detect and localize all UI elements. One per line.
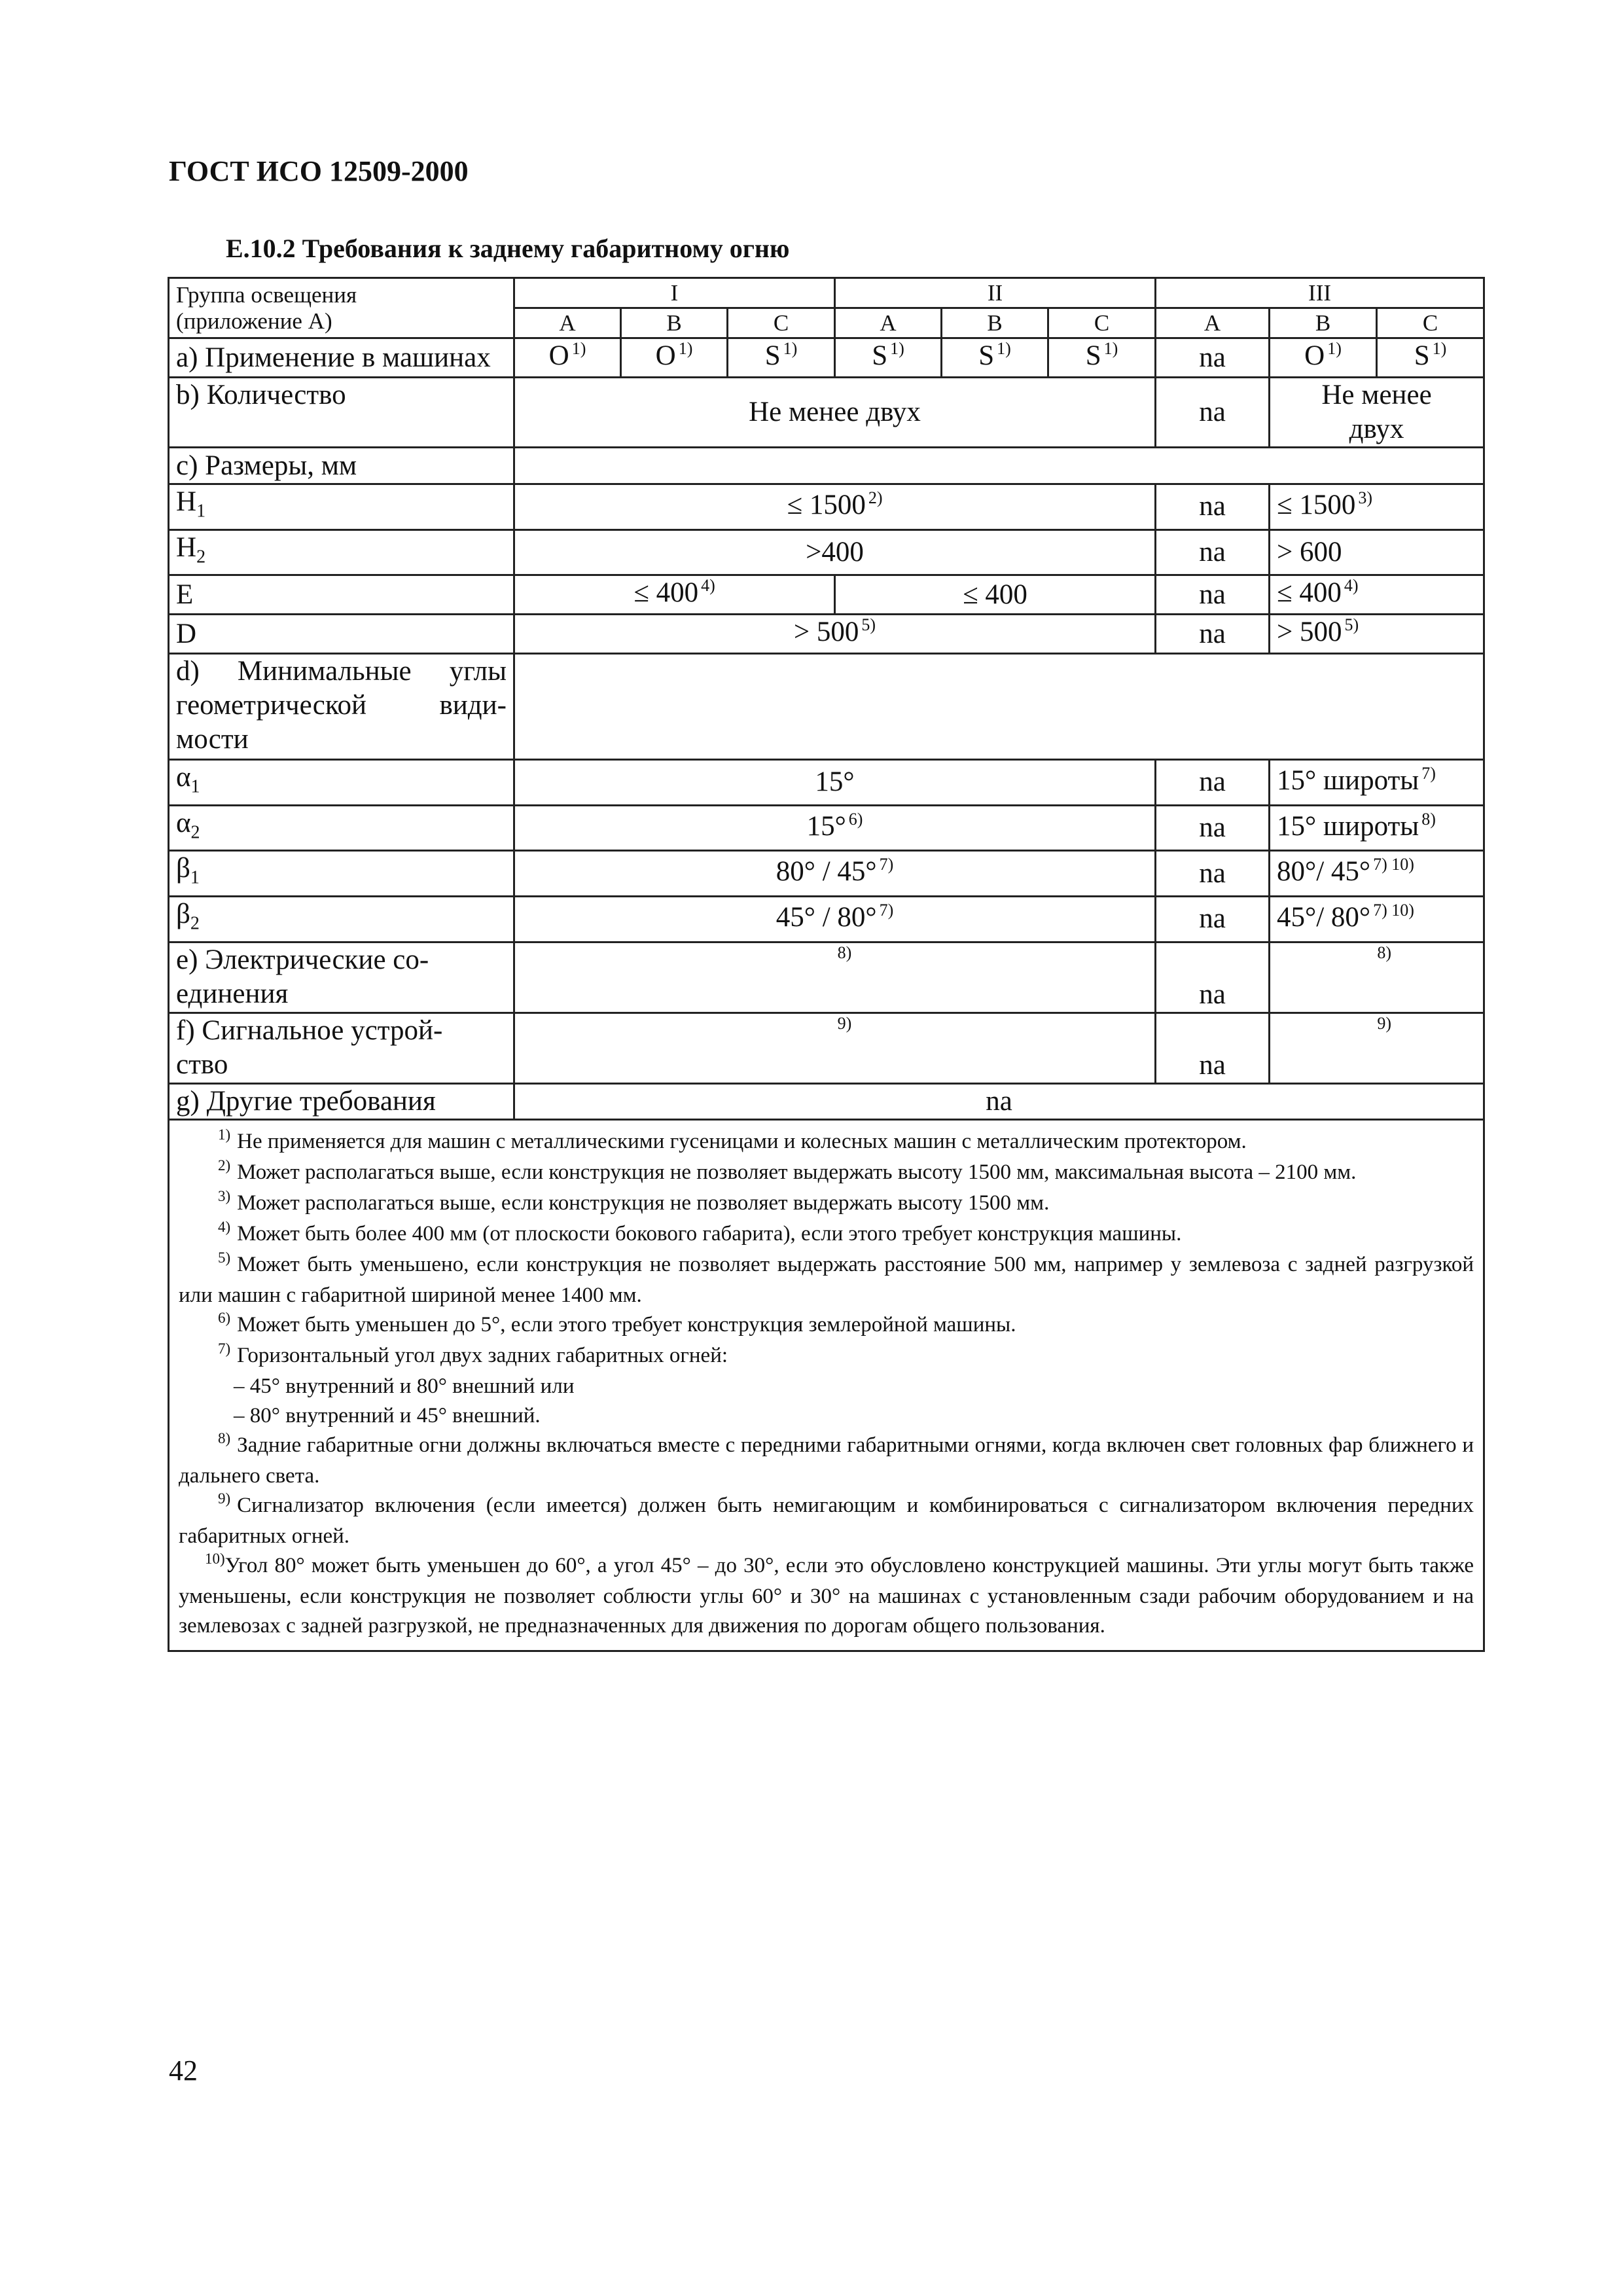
h1-group3: ≤ 1500 $^{3)}$ bbox=[1270, 484, 1484, 530]
electrical-group3: 8) bbox=[1270, 942, 1484, 1013]
group-i: I bbox=[514, 278, 835, 308]
group-header-row bbox=[169, 278, 1484, 308]
row-label: f) Сигнальное устрой- ство bbox=[169, 1013, 514, 1083]
quantity-na: na bbox=[1156, 378, 1270, 448]
row-label: c) Размеры, мм bbox=[169, 448, 514, 484]
subgroup-cell: B bbox=[942, 308, 1048, 338]
electrical-main: 8) bbox=[514, 942, 1156, 1013]
h2-na: na bbox=[1156, 529, 1270, 575]
subgroup-cell: B bbox=[621, 308, 728, 338]
row-beta2 bbox=[169, 896, 1484, 942]
application-cell: S $^{1)}$ bbox=[835, 338, 942, 378]
subgroup-cell: C bbox=[1048, 308, 1156, 338]
signal-group3: 9) bbox=[1270, 1013, 1484, 1083]
application-cell: S $^{1)}$ bbox=[942, 338, 1048, 378]
application-cell: na bbox=[1156, 338, 1270, 378]
footnote: $^{8)}$ Задние габаритные огни должны включаться вместе с передними габаритными огнями, когда включен свет головных фар ближнего и дальнего света. bbox=[179, 1429, 1474, 1488]
footnotes-cell bbox=[169, 1119, 1484, 1651]
d-main: > 500 $^{5)}$ bbox=[514, 615, 1156, 654]
alpha1-main: 15° bbox=[514, 760, 1156, 806]
application-cell: S $^{1)}$ bbox=[728, 338, 835, 378]
row-h2 bbox=[169, 529, 1484, 575]
row-electrical bbox=[169, 942, 1484, 1013]
row-label: $H_1$ bbox=[169, 484, 514, 530]
subgroup-cell: B bbox=[1270, 308, 1377, 338]
dimensions-empty bbox=[514, 448, 1484, 484]
row-label: $\beta_2$ bbox=[169, 896, 514, 942]
h1-main: ≤ 1500 $^{2)}$ bbox=[514, 484, 1156, 530]
row-label: $H_2$ bbox=[169, 529, 514, 575]
e-left: ≤ 400 $^{4)}$ bbox=[514, 575, 835, 615]
angles-empty bbox=[514, 654, 1484, 760]
alpha2-group3: 15° широты $^{8)}$ bbox=[1270, 805, 1484, 851]
section-title: E.10.2 Требования к заднему габаритному огню bbox=[226, 234, 790, 263]
electrical-na: na bbox=[1156, 942, 1270, 1013]
h2-group3: > 600 bbox=[1270, 529, 1484, 575]
row-application bbox=[169, 338, 1484, 378]
row-visibility-angles bbox=[169, 654, 1484, 760]
signal-main: 9) bbox=[514, 1013, 1156, 1083]
group-iii: III bbox=[1156, 278, 1484, 308]
application-cell: S $^{1)}$ bbox=[1048, 338, 1156, 378]
e-na: na bbox=[1156, 575, 1270, 615]
alpha1-na: na bbox=[1156, 760, 1270, 806]
row-alpha2 bbox=[169, 805, 1484, 851]
row-label: a) Применение в машинах bbox=[169, 338, 514, 378]
footnote: $^{9)}$ Сигнализатор включения (если имеется) должен быть немигающим и комбинироваться с сигнализатором включения передних габаритных огней. bbox=[179, 1490, 1474, 1548]
subgroup-cell: C bbox=[728, 308, 835, 338]
group-ii: II bbox=[835, 278, 1156, 308]
row-label: d) Минимальные углы геометрической види- мости bbox=[169, 654, 514, 760]
alpha2-na: na bbox=[1156, 805, 1270, 851]
alpha2-main: 15° $^{6)}$ bbox=[514, 805, 1156, 851]
subgroup-cell: A bbox=[1156, 308, 1270, 338]
footnote: $^{10)}$Угол 80° может быть уменьшен до 60°, а угол 45° – до 30°, если это обусловлено конструкцией машины. Эти углы могут быть также уменьшены, если конструкция не позволяет соблюсти углы 60° и 30° на машинах с установленным сзади рабочим оборудованием и на землевозах с задней разгрузкой, не предназначенных для движения по дорогам общего пользования. bbox=[179, 1550, 1474, 1638]
subgroup-cell: A bbox=[514, 308, 621, 338]
row-e bbox=[169, 575, 1484, 615]
signal-na: na bbox=[1156, 1013, 1270, 1083]
h2-main: >400 bbox=[514, 529, 1156, 575]
beta1-group3: 80°/ 45° $^{7) 10)}$ bbox=[1270, 851, 1484, 897]
other-main: na bbox=[514, 1083, 1484, 1119]
application-cell: O $^{1)}$ bbox=[621, 338, 728, 378]
quantity-main: Не менее двух bbox=[514, 378, 1156, 448]
footnote: $^{5)}$ Может быть уменьшено, если конструкция не позволяет выдержать расстояние 500 мм, например у землевоза с задней разгрузкой или машин с габаритной шириной менее 1400 мм. bbox=[179, 1249, 1474, 1307]
footnote: $^{2)}$ Может располагаться выше, если конструкция не позволяет выдержать высоту 1500 мм, максимальная высота – 2100 мм. bbox=[218, 1157, 1357, 1184]
row-alpha1 bbox=[169, 760, 1484, 806]
row-h1 bbox=[169, 484, 1484, 530]
application-cell: O $^{1)}$ bbox=[1270, 338, 1377, 378]
requirements-table bbox=[168, 277, 1485, 1652]
row-d bbox=[169, 615, 1484, 654]
page-number: 42 bbox=[169, 2054, 198, 2087]
beta1-na: na bbox=[1156, 851, 1270, 897]
application-cell: O $^{1)}$ bbox=[514, 338, 621, 378]
e-group3: ≤ 400 $^{4)}$ bbox=[1270, 575, 1484, 615]
row-label: D bbox=[169, 615, 514, 654]
group-label-cell: Группа освещения (приложение А) bbox=[169, 278, 514, 338]
d-group3: > 500 $^{5)}$ bbox=[1270, 615, 1484, 654]
document-header: ГОСТ ИСО 12509-2000 bbox=[169, 155, 469, 187]
subgroup-cell: A bbox=[835, 308, 942, 338]
row-label: g) Другие требования bbox=[169, 1083, 514, 1119]
row-label: $\beta_1$ bbox=[169, 851, 514, 897]
e-right: ≤ 400 bbox=[835, 575, 1156, 615]
d-na: na bbox=[1156, 615, 1270, 654]
h1-na: na bbox=[1156, 484, 1270, 530]
footnote: $^{3)}$ Может располагаться выше, если конструкция не позволяет выдержать высоту 1500 мм. bbox=[218, 1187, 1050, 1215]
alpha1-group3: 15° широты $^{7)}$ bbox=[1270, 760, 1484, 806]
beta2-main: 45° / 80° $^{7)}$ bbox=[514, 896, 1156, 942]
footnote: $^{7)}$ Горизонтальный угол двух задних габаритных огней: – 45° внутренний и 80° внешний или – 80° внутренний и 45° внешний. bbox=[218, 1340, 728, 1427]
row-label: e) Электрические со- единения bbox=[169, 942, 514, 1013]
row-dimensions bbox=[169, 448, 1484, 484]
beta1-main: 80° / 45° $^{7)}$ bbox=[514, 851, 1156, 897]
application-cell: S $^{1)}$ bbox=[1377, 338, 1484, 378]
row-other bbox=[169, 1083, 1484, 1119]
footnotes-row bbox=[169, 1119, 1484, 1651]
footnote: $^{4)}$ Может быть более 400 мм (от плоскости бокового габарита), если этого требует конструкция машины. bbox=[218, 1218, 1182, 1246]
row-signal bbox=[169, 1013, 1484, 1083]
row-label: $\alpha_1$ bbox=[169, 760, 514, 806]
row-label: b) Количество bbox=[169, 378, 514, 448]
footnote: $^{1)}$ Не применяется для машин с металлическими гусеницами и колесных машин с металлическим протектором. bbox=[218, 1126, 1247, 1153]
row-label: E bbox=[169, 575, 514, 615]
footnote: $^{6)}$ Может быть уменьшен до 5°, если этого требует конструкция землеройной машины. bbox=[218, 1309, 1016, 1336]
quantity-group3: Не менее двух bbox=[1270, 378, 1484, 448]
subgroup-cell: C bbox=[1377, 308, 1484, 338]
row-label: $\alpha_2$ bbox=[169, 805, 514, 851]
beta2-group3: 45°/ 80° $^{7) 10)}$ bbox=[1270, 896, 1484, 942]
beta2-na: na bbox=[1156, 896, 1270, 942]
row-beta1 bbox=[169, 851, 1484, 897]
row-quantity bbox=[169, 378, 1484, 448]
